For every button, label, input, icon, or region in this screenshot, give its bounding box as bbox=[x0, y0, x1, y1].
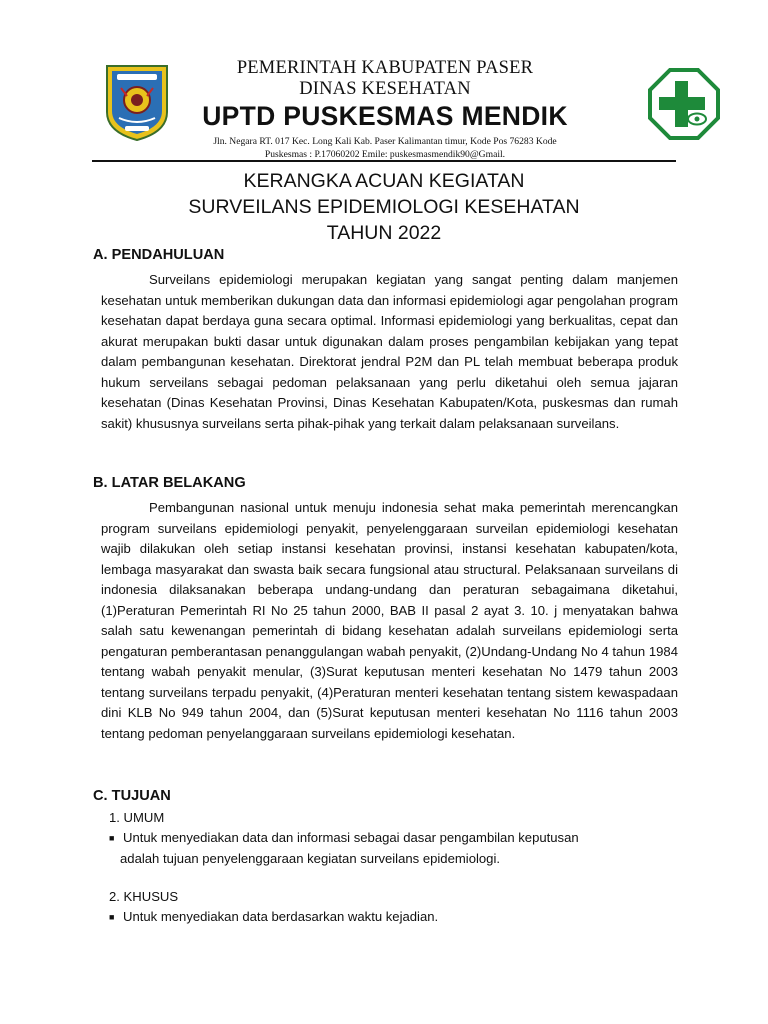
title-line-3: TAHUN 2022 bbox=[326, 222, 442, 244]
letterhead bbox=[180, 58, 590, 161]
puskesmas-logo bbox=[648, 68, 720, 140]
title-line-1: KERANGKA ACUAN KEGIATAN bbox=[243, 170, 525, 192]
subsection-umum: 1. UMUM bbox=[109, 810, 165, 825]
section-latar-belakang bbox=[93, 473, 678, 744]
bullet-square-icon: ■ bbox=[109, 833, 115, 843]
section-pendahuluan bbox=[93, 245, 678, 434]
umum-bullet-text: Untuk menyediakan data dan informasi sebagai dasar pengambilan keputusan bbox=[123, 830, 579, 845]
institution-name: UPTD PUSKESMAS MENDIK bbox=[202, 101, 568, 131]
section-b-heading: B. LATAR BELAKANG bbox=[93, 475, 246, 491]
section-tujuan bbox=[93, 786, 678, 928]
section-a-paragraph: Surveilans epidemiologi merupakan kegiatan yang sangat penting dalam manjemen kesehatan untuk memberikan dukungan data dan informasi epidemiologi agar pengolahan program kesehatan dapat berdaya guna secara optimal. Informasi epidemiologi yang berkualitas, cepat dan akurat merupakan bukti dasar untuk digunakan dalam proses pengambilan kebijakan yang tepat dalam pembangunan kesehatan. Direktorat jendral P2M dan PL telah membuat beberapa produk hukum serveilans sebagai pedoman pelaksanaan yang perlu diketahui oleh semua jajaran kesehatan (Dinas Kesehatan Provinsi, Dinas Kesehatan Kabupaten/Kota, puskesmas dan rumah sakit) khususnya surveilans serta pihak-pihak yang terkait dalam pelaksanaan surveilans. bbox=[101, 272, 678, 431]
khusus-bullet-text: Untuk menyediakan data berdasarkan waktu kejadian. bbox=[123, 909, 439, 924]
address-line-1: Jln. Negara RT. 017 Kec. Long Kali Kab. Paser Kalimantan timur, Kode Pos 76283 Kode bbox=[213, 136, 557, 147]
umum-bullet-continuation: adalah tujuan penyelenggaraan kegiatan surveilans epidemiologi. bbox=[120, 850, 500, 866]
letterhead-divider bbox=[92, 160, 676, 162]
kabupaten-paser-emblem bbox=[103, 60, 171, 142]
section-c-heading: C. TUJUAN bbox=[93, 788, 171, 804]
section-a-heading: A. PENDAHULUAN bbox=[93, 247, 225, 263]
government-name: PEMERINTAH KABUPATEN PASER bbox=[236, 58, 534, 78]
subsection-khusus: 2. KHUSUS bbox=[109, 889, 179, 904]
document-title bbox=[92, 168, 676, 246]
section-b-paragraph: Pembangunan nasional untuk menuju indonesia sehat maka pemerintah merencangkan program surveilans epidemiologi penyakit, penyelenggaraan surveilan epidemiologi kesehatan wajib dilakukan oleh setiap instansi kesehatan provinsi, instansi kesehatan kabupaten/kota, lembaga masyarakat dan swasta baik secara fungsional atau structural. Pelaksanaan surveilans di indonesia dilaksanakan beberapa undang-undang dan peraturan sebagaimana diketahui, (1)Peraturan Pemerintah RI No 25 tahun 2000, BAB II pasal 2 ayat 3. 10. j menyatakan bahwa salah satu kewenangan pemerintah di bidang kesehatan adalah surveilans epidemiologi serta pengaturan pemberantasan penanggulangan wabah penyakit, (2)Undang-Undang No 4 tahun 1984 tentang wabah penyakit menular, (3)Surat keputusan menteri kesehatan No 1479 tahun 2003 tentang surveilans terpadu penyakit, (4)Peraturan menteri kesehatan tentang sistem kewaspadaan dini KLB No 949 tahun 2004, dan (5)Surat keputusan menteri kesehatan No 1116 tahun 2003 tentang pedoman penyelanggaraan surveilans epidemiologi kesehatan. bbox=[101, 500, 678, 741]
title-line-2: SURVEILANS EPIDEMIOLOGI KESEHATAN bbox=[188, 196, 580, 218]
list-item bbox=[93, 907, 678, 928]
bullet-square-icon: ■ bbox=[109, 912, 115, 922]
list-item bbox=[93, 828, 678, 849]
address-line-2: Puskesmas : P.17060202 Emile: puskesmasmendik90@Gmail. bbox=[264, 149, 506, 160]
department-name: DINAS KESEHATAN bbox=[299, 79, 471, 99]
